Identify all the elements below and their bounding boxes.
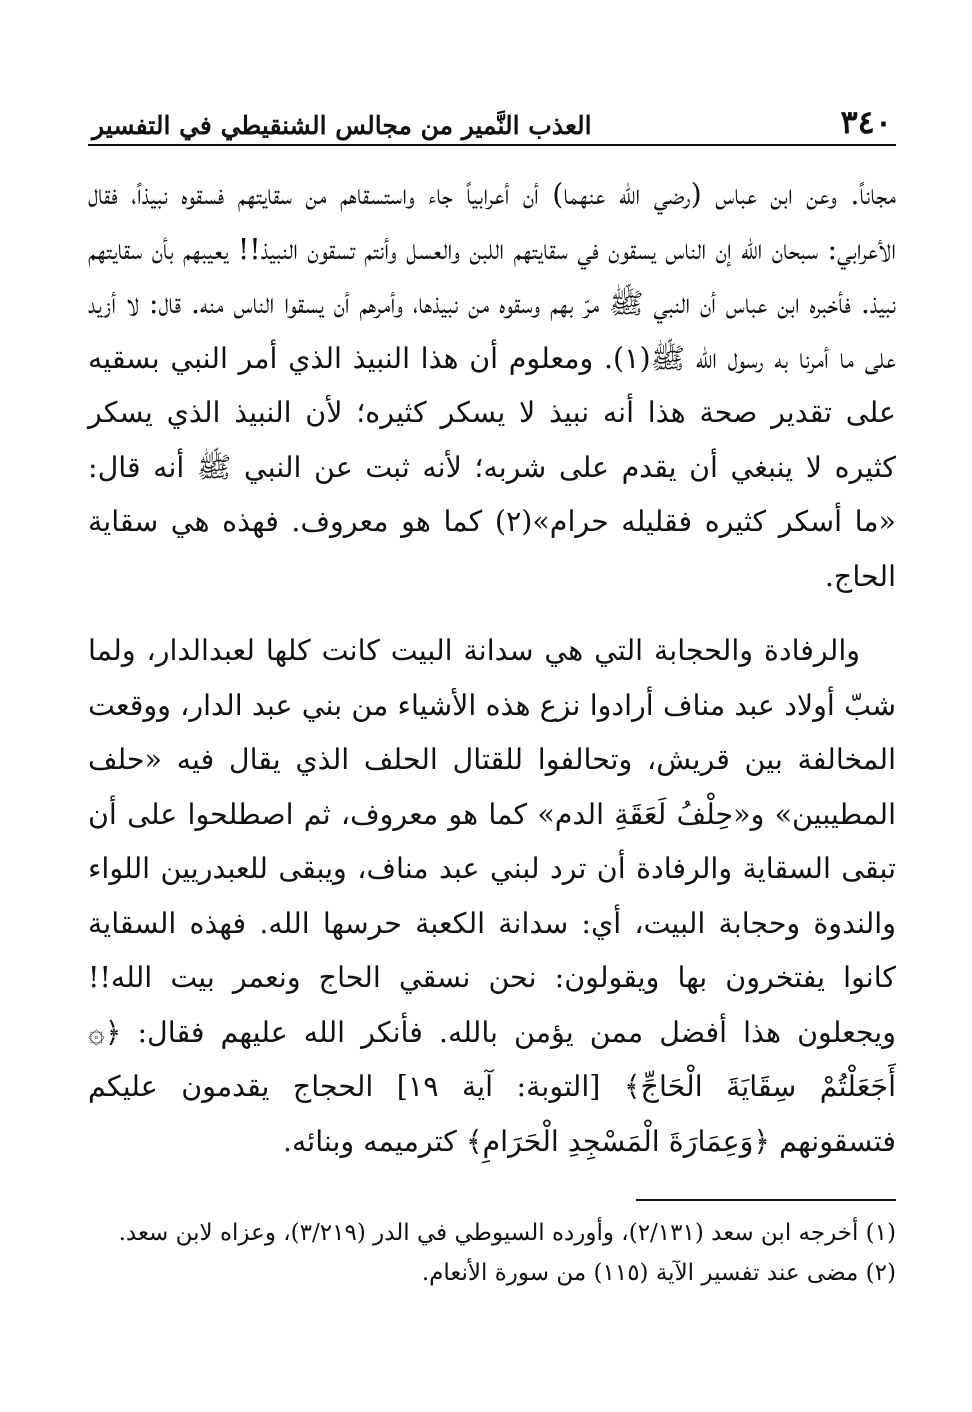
footnote: (٢) مضى عند تفسير الآية (١١٥) من سورة الأنعام. xyxy=(421,1260,896,1286)
footnotes xyxy=(88,1213,896,1293)
footnote-divider xyxy=(636,1199,896,1201)
paragraph: والرفادة والحجابة التي هي سدانة البيت كانت كلها لعبدالدار، ولما شبّ أولاد عبد مناف أرادوا نزع هذه الأشياء من بني عبد الدار، ووقعت المخالفة بين قريش، وتحالفوا للقتال الحلف الذي يقال فيه «حلف المطيبين» و«حِلْفُ لَعَقَةِ الدم» كما هو معروف، ثم اصطلحوا على أن تبقى السقاية والرفادة أن ترد لبني عبد مناف، ويبقى للعبدريين اللواء والندوة وحجابة البيت، أي: سدانة الكعبة حرسها الله. فهذه السقاية كانوا يفتخرون بها ويقولون: نحن نسقي الحاج ونعمر بيت الله!! ويجعلون هذا أفضل ممن يؤمن بالله. فأنكر الله عليهم فقال: ﴿۞ أَجَعَلْتُمْ سِقَايَةَ الْحَاجِّ﴾ [التوبة: آية ١٩] الحجاج يقدمون عليكم فتسقونهم ﴿وَعِمَارَةَ الْمَسْجِدِ الْحَرَامِ﴾ كترميمه وبنائه. xyxy=(88,634,896,1158)
paragraph: مجاناً. وعن ابن عباس (رضي الله عنهما) أن أعرابياً جاء واستسقاهم من سقايتهم فسقوه نبيذاً، فقال الأعرابي: سبحان الله إن الناس يسقون في سقايتهم اللبن والعسل وأنتم تسقون النبيذ!! يعيبهم بأن سقايتهم نبيذ. فأخبره ابن عباس أن النبي ﷺ مرّ بهم وسقوه من نبيذها، وأمرهم أن يسقوا الناس منه. قال: لا أزيد على ما أمرنا به رسول الله ﷺ(١). ومعلوم أن هذا النبيذ الذي أمر النبي بسقيه على تقدير صحة هذا أنه نبيذ لا يسكر كثيره؛ لأن النبيذ الذي يسكر كثيره لا ينبغي أن يقدم على شربه؛ لأنه ثبت عن النبي ﷺ أنه قال: «ما أسكر كثيره فقليله حرام»(٢) كما هو معروف. فهذه هي سقاية الحاج. xyxy=(88,178,897,593)
main-text xyxy=(88,168,896,1169)
page-number: ٣٤٠ xyxy=(840,103,892,141)
running-title: العذب النَّمير من مجالس الشنقيطي في التفسير xyxy=(92,111,592,140)
page-header xyxy=(88,90,896,146)
book-page xyxy=(88,90,896,1293)
footnote: (١) أخرجه ابن سعد (٢/١٣١)، وأورده السيوطي في الدر (٣/٢١٩)، وعزاه لابن سعد. xyxy=(118,1220,896,1246)
